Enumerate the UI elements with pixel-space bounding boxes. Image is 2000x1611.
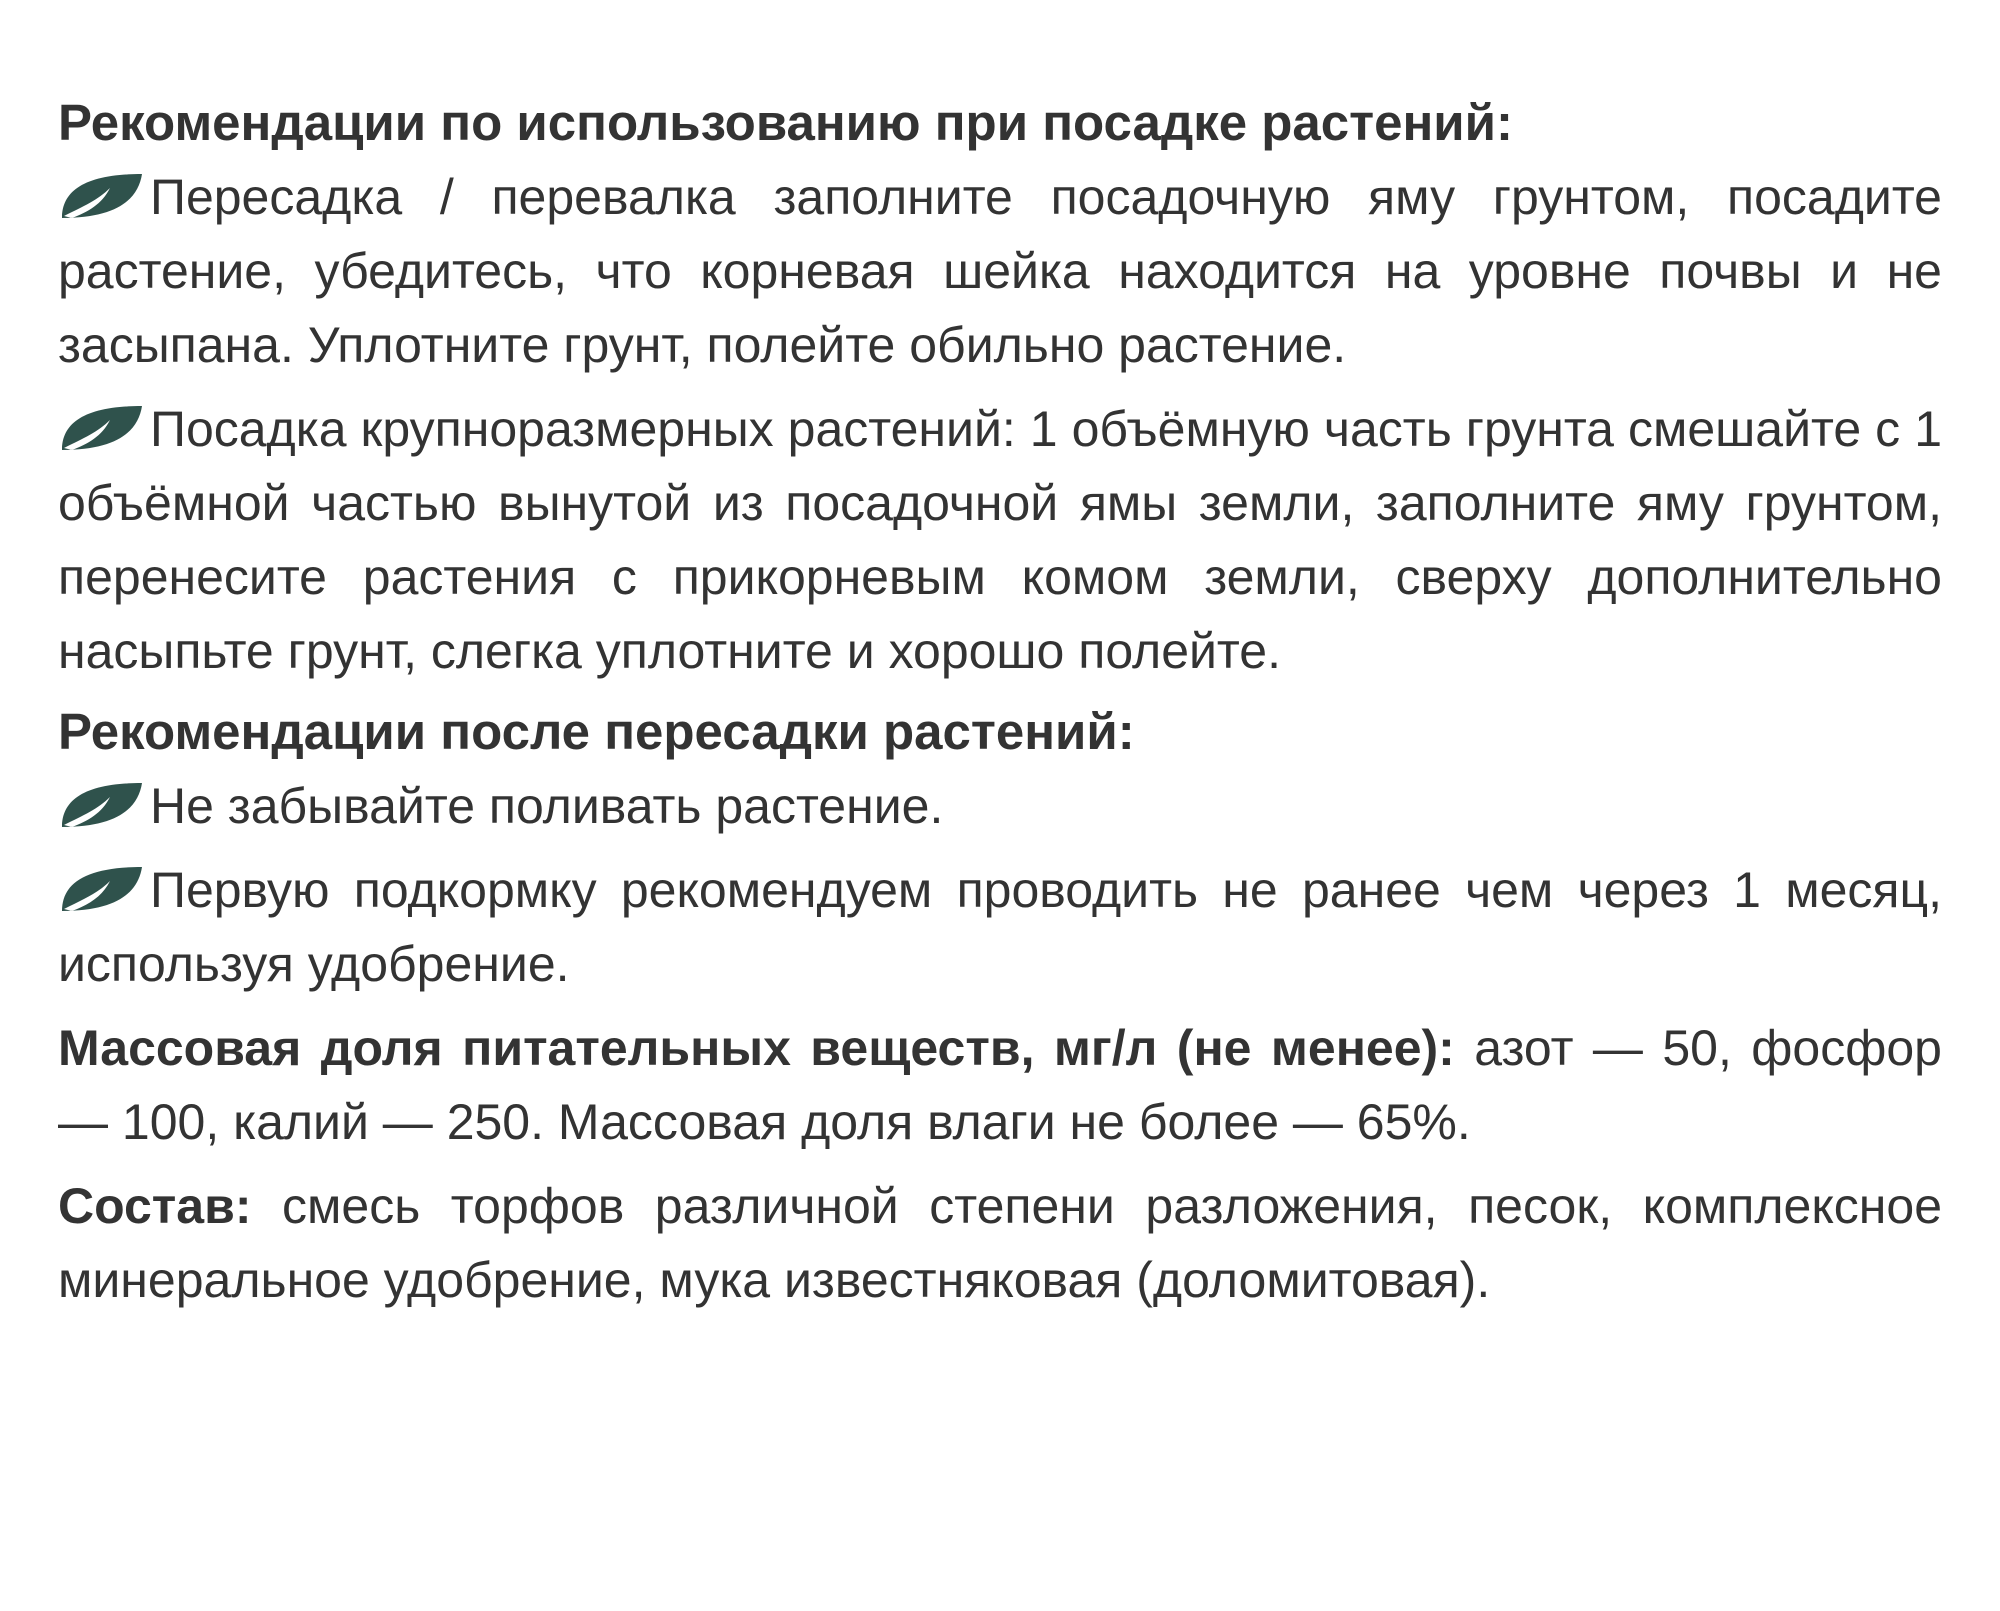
composition-paragraph (58, 1169, 1942, 1317)
nutrients-text: азот — 50, фосфор — 100, калий — 250. Массовая доля влаги не более — 65%. (58, 1020, 1942, 1150)
leaf-icon (58, 170, 144, 222)
planting-heading: Рекомендации по использованию при посадке растений: (58, 94, 1513, 151)
leaf-icon (58, 779, 144, 831)
after-item-text: Первую подкормку рекомендуем проводить не ранее чем через 1 месяц, используя удобрение. (58, 862, 1942, 992)
leaf-icon (58, 863, 144, 915)
after-item-text: Не забывайте поливать растение. (150, 778, 944, 834)
planting-item-transplant (58, 160, 1942, 382)
after-item-watering (58, 769, 1942, 843)
after-heading: Рекомендации после пересадки растений: (58, 703, 1135, 760)
planting-item-text: Посадка крупноразмерных растений: 1 объёмную часть грунта смешайте с 1 объёмной частью вынутой из посадочной ямы земли, заполните яму грунтом, перенесите растения с прикорневым комом земли, сверху дополнительно насыпьте грунт, слегка уплотните и хорошо полейте. (58, 401, 1942, 679)
composition-label: Состав: (58, 1178, 252, 1234)
leaf-icon (58, 402, 144, 454)
nutrients-label: Массовая доля питательных веществ, мг/л (не менее): (58, 1020, 1455, 1076)
planting-item-large (58, 392, 1942, 688)
after-item-feeding (58, 853, 1942, 1001)
composition-text: смесь торфов различной степени разложения, песок, комплексное минеральное удобрение, мука известняковая (доломитовая). (58, 1178, 1942, 1308)
nutrients-paragraph (58, 1011, 1942, 1159)
product-info-document (58, 85, 1942, 1317)
planting-item-text: Пересадка / перевалка заполните посадочную яму грунтом, посадите растение, убедитесь, что корневая шейка находится на уровне почвы и не засыпана. Уплотните грунт, полейте обильно растение. (58, 169, 1942, 373)
